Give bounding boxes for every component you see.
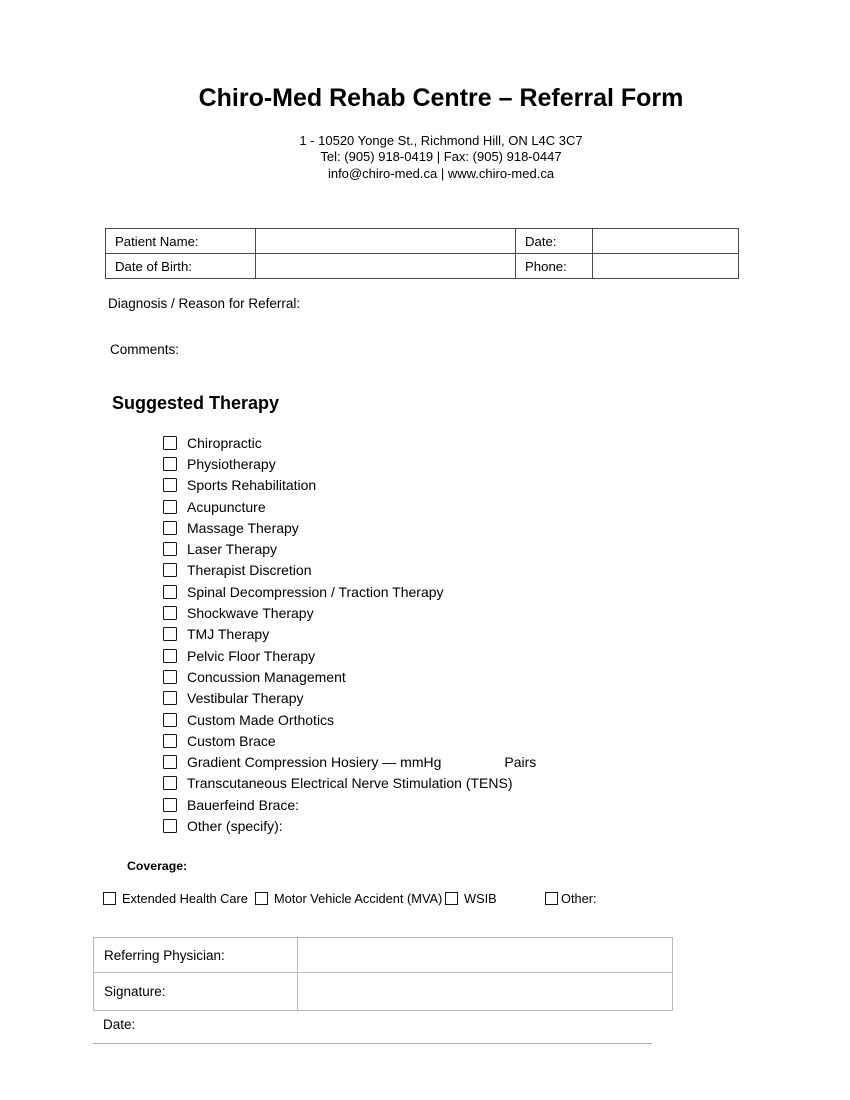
table-row xyxy=(106,254,739,279)
therapy-item xyxy=(163,794,536,815)
coverage-option xyxy=(255,888,442,908)
checkbox-coverage-other[interactable] xyxy=(545,892,558,905)
checkbox-laser-therapy[interactable] xyxy=(163,542,177,556)
therapy-item xyxy=(163,709,536,730)
therapy-item-label: Pelvic Floor Therapy xyxy=(187,647,316,664)
therapy-item-label: Sports Rehabilitation xyxy=(187,477,317,494)
therapy-item-label: Spinal Decompression / Traction Therapy xyxy=(187,583,444,600)
therapy-item xyxy=(163,581,536,602)
therapy-item-label: Shockwave Therapy xyxy=(187,605,314,622)
therapy-item-label: Transcutaneous Electrical Nerve Stimulation (TENS) xyxy=(187,775,513,792)
checkbox-acupuncture[interactable] xyxy=(163,500,177,514)
coverage-heading: Coverage: xyxy=(127,859,188,873)
therapy-item-label: Custom Made Orthotics xyxy=(187,711,335,728)
footer-date-label: Date: xyxy=(103,1017,136,1032)
clinic-email-web: info@chiro-med.ca | www.chiro-med.ca xyxy=(327,165,555,181)
checkbox-tmj-therapy[interactable] xyxy=(163,627,177,641)
signature-field[interactable] xyxy=(298,973,673,1011)
physician-signature-table xyxy=(93,937,673,1011)
therapy-item xyxy=(163,815,536,836)
therapy-item-label: Other (specify): xyxy=(187,817,283,834)
coverage-option xyxy=(545,888,597,908)
checkbox-therapist-discretion[interactable] xyxy=(163,563,177,577)
therapy-item xyxy=(163,432,536,453)
date-of-birth-field[interactable] xyxy=(256,254,516,279)
therapy-item-label: Concussion Management xyxy=(187,668,346,685)
checkbox-extended-health-care[interactable] xyxy=(103,892,116,905)
therapy-item-label: Massage Therapy xyxy=(187,519,299,536)
patient-name-field[interactable] xyxy=(256,229,516,254)
phone-field[interactable] xyxy=(593,254,739,279)
comments-label: Comments: xyxy=(110,342,180,357)
signature-label: Signature: xyxy=(94,973,298,1011)
phone-label: Phone: xyxy=(516,254,593,279)
pairs-label: Pairs xyxy=(504,754,537,771)
patient-info-table xyxy=(105,228,739,279)
therapy-item-label: Acupuncture xyxy=(187,498,266,515)
coverage-options xyxy=(103,888,743,908)
checkbox-other-specify[interactable] xyxy=(163,819,177,833)
diagnosis-label: Diagnosis / Reason for Referral: xyxy=(108,296,301,311)
coverage-option-label: Extended Health Care xyxy=(122,890,248,906)
therapy-item-label: Vestibular Therapy xyxy=(187,690,304,707)
therapy-item xyxy=(163,496,536,517)
therapy-item xyxy=(163,624,536,645)
referring-physician-field[interactable] xyxy=(298,938,673,973)
therapy-item-label: TMJ Therapy xyxy=(187,626,270,643)
checkbox-tens[interactable] xyxy=(163,776,177,790)
page-title: Chiro-Med Rehab Centre – Referral Form xyxy=(198,84,684,112)
footer-divider xyxy=(93,1043,652,1044)
therapy-item-label: Therapist Discretion xyxy=(187,562,312,579)
checkbox-motor-vehicle-accident[interactable] xyxy=(255,892,268,905)
clinic-phone-fax: Tel: (905) 918-0419 | Fax: (905) 918-0447 xyxy=(320,149,562,165)
checkbox-vestibular-therapy[interactable] xyxy=(163,691,177,705)
table-row xyxy=(106,229,739,254)
therapy-item xyxy=(163,602,536,623)
suggested-therapy-heading: Suggested Therapy xyxy=(112,393,280,413)
coverage-option-label: Motor Vehicle Accident (MVA) xyxy=(274,890,443,906)
therapy-item-label: Chiropractic xyxy=(187,434,262,451)
checkbox-wsib[interactable] xyxy=(445,892,458,905)
table-row xyxy=(94,938,673,973)
referring-physician-label: Referring Physician: xyxy=(94,938,298,973)
checkbox-spinal-decompression[interactable] xyxy=(163,585,177,599)
coverage-option-label: Other: xyxy=(561,890,597,906)
therapy-item xyxy=(163,475,536,496)
header xyxy=(16,84,850,182)
therapy-item xyxy=(163,453,536,474)
date-of-birth-label: Date of Birth: xyxy=(106,254,256,279)
therapy-item xyxy=(163,538,536,559)
clinic-address: 1 - 10520 Yonge St., Richmond Hill, ON L4C 3C7 xyxy=(299,133,583,148)
checkbox-massage-therapy[interactable] xyxy=(163,521,177,535)
checkbox-custom-brace[interactable] xyxy=(163,734,177,748)
checkbox-physiotherapy[interactable] xyxy=(163,457,177,471)
therapy-item xyxy=(163,666,536,687)
checkbox-shockwave-therapy[interactable] xyxy=(163,606,177,620)
checkbox-gradient-compression-hosiery[interactable] xyxy=(163,755,177,769)
date-label: Date: xyxy=(516,229,593,254)
therapy-list xyxy=(163,432,536,837)
checkbox-concussion-management[interactable] xyxy=(163,670,177,684)
therapy-item-label: Bauerfeind Brace: xyxy=(187,796,300,813)
checkbox-custom-made-orthotics[interactable] xyxy=(163,713,177,727)
therapy-item-label: Laser Therapy xyxy=(187,541,278,558)
coverage-option xyxy=(445,888,497,908)
therapy-item-label: Custom Brace xyxy=(187,732,276,749)
therapy-item-label: Physiotherapy xyxy=(187,455,276,472)
checkbox-bauerfeind-brace[interactable] xyxy=(163,798,177,812)
patient-name-label: Patient Name: xyxy=(106,229,256,254)
date-field[interactable] xyxy=(593,229,739,254)
therapy-item xyxy=(163,560,536,581)
therapy-item xyxy=(163,688,536,709)
therapy-item xyxy=(163,751,536,772)
therapy-item xyxy=(163,773,536,794)
therapy-item xyxy=(163,517,536,538)
checkbox-chiropractic[interactable] xyxy=(163,436,177,450)
coverage-option-label: WSIB xyxy=(464,890,497,906)
coverage-option xyxy=(103,888,248,908)
clinic-info xyxy=(16,133,850,182)
checkbox-sports-rehabilitation[interactable] xyxy=(163,478,177,492)
therapy-item xyxy=(163,645,536,666)
therapy-item xyxy=(163,730,536,751)
checkbox-pelvic-floor-therapy[interactable] xyxy=(163,649,177,663)
table-row xyxy=(94,973,673,1011)
therapy-item-label: Gradient Compression Hosiery — mmHg xyxy=(187,754,442,771)
